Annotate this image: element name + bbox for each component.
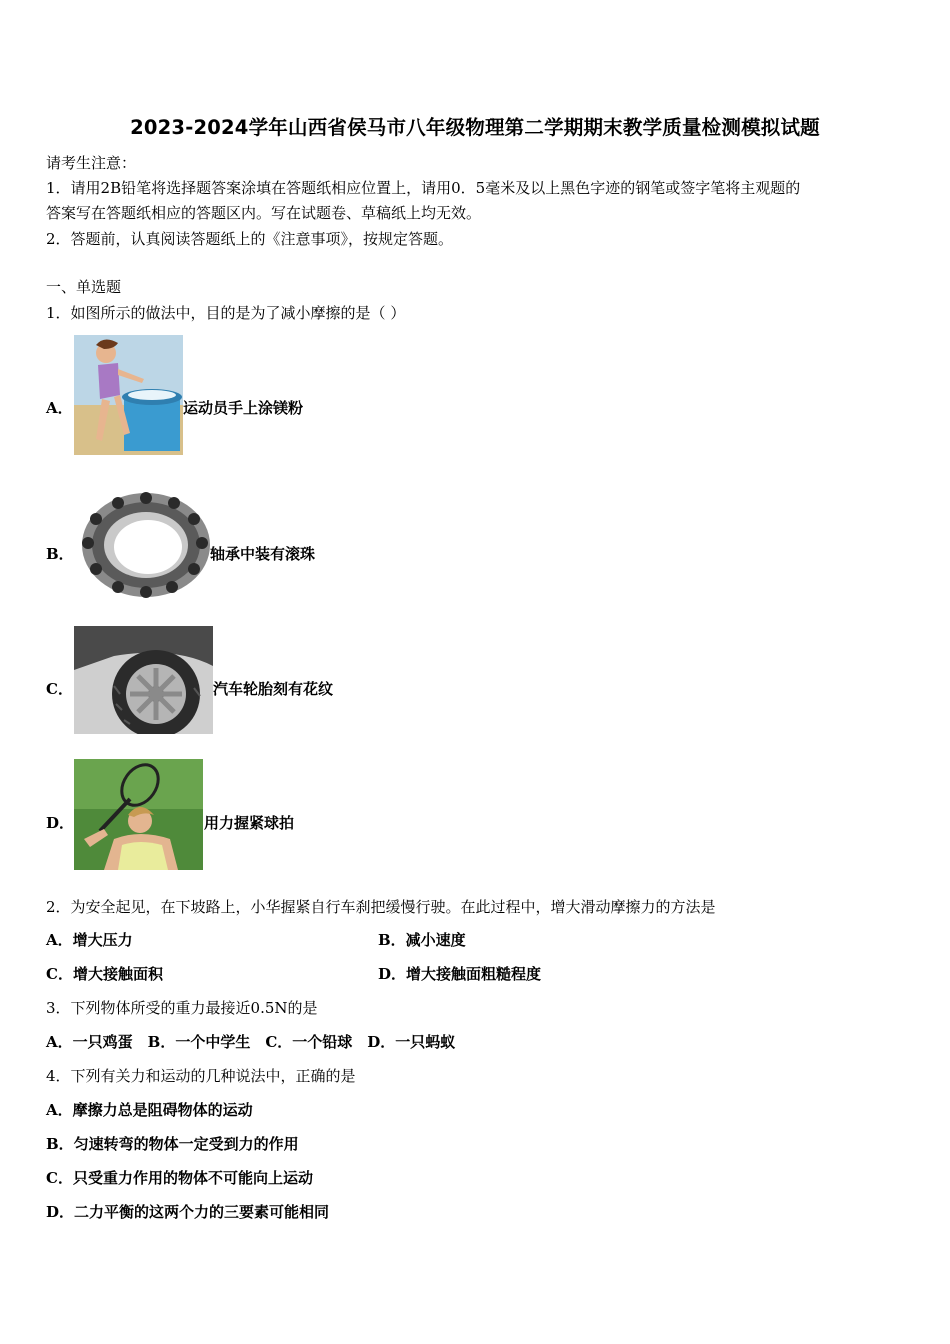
q3-options: A．一只鸡蛋 B．一个中学生 C．一个铅球 D．一只蚂蚁	[46, 1033, 456, 1051]
q1-option-c-text: 汽车轮胎刻有花纹	[213, 680, 334, 698]
tennis-player-image	[74, 759, 203, 870]
q1-option-d-label: D．	[46, 814, 75, 832]
q2-option-d: D．增大接触面粗糙程度	[378, 965, 542, 983]
notice-line-3: 2．答题前，认真阅读答题纸上的《注意事项》，按规定答题。	[46, 230, 454, 248]
q1-option-a-label: A．	[46, 399, 73, 417]
car-tire-image	[74, 626, 213, 734]
ball-bearing-image	[74, 491, 210, 598]
q4-option-b: B．匀速转弯的物体一定受到力的作用	[46, 1135, 299, 1153]
q4-option-a: A．摩擦力总是阻碍物体的运动	[46, 1101, 253, 1119]
q4-option-c: C．只受重力作用的物体不可能向上运动	[46, 1169, 313, 1187]
q1-option-b-label: B．	[46, 545, 74, 563]
q1-option-d-text: 用力握紧球拍	[204, 814, 295, 832]
gymnast-chalk-image	[74, 335, 183, 455]
notice-heading: 请考生注意：	[46, 154, 137, 172]
q2-option-a: A．增大压力	[46, 931, 133, 949]
notice-line-1: 1．请用2B铅笔将选择题答案涂填在答题纸相应位置上，请用0．5毫米及以上黑色字迹的钢笔或签字笔将主观题的	[46, 179, 801, 197]
q1-stem: 1．如图所示的做法中，目的是为了减小摩擦的是（ ）	[46, 304, 406, 322]
q1-option-a-text: 运动员手上涂镁粉	[183, 399, 304, 417]
q4-option-d: D．二力平衡的这两个力的三要素可能相同	[46, 1203, 330, 1221]
page-title: 2023-2024学年山西省侯马市八年级物理第二学期期末教学质量检测模拟试题	[130, 116, 820, 139]
q4-stem: 4．下列有关力和运动的几种说法中，正确的是	[46, 1067, 356, 1085]
q2-option-b: B．减小速度	[378, 931, 466, 949]
q3-stem: 3．下列物体所受的重力最接近0.5N的是	[46, 999, 318, 1017]
notice-line-2: 答案写在答题纸相应的答题区内。写在试题卷、草稿纸上均无效。	[46, 204, 482, 222]
q1-option-c-label: C．	[46, 680, 73, 698]
q1-option-b-text: 轴承中装有滚珠	[210, 545, 316, 563]
q2-option-c: C．增大接触面积	[46, 965, 163, 983]
section-heading: 一、单选题	[46, 278, 122, 296]
q2-stem: 2．为安全起见，在下坡路上，小华握紧自行车刹把缓慢行驶。在此过程中，增大滑动摩擦力的方法是	[46, 898, 716, 916]
